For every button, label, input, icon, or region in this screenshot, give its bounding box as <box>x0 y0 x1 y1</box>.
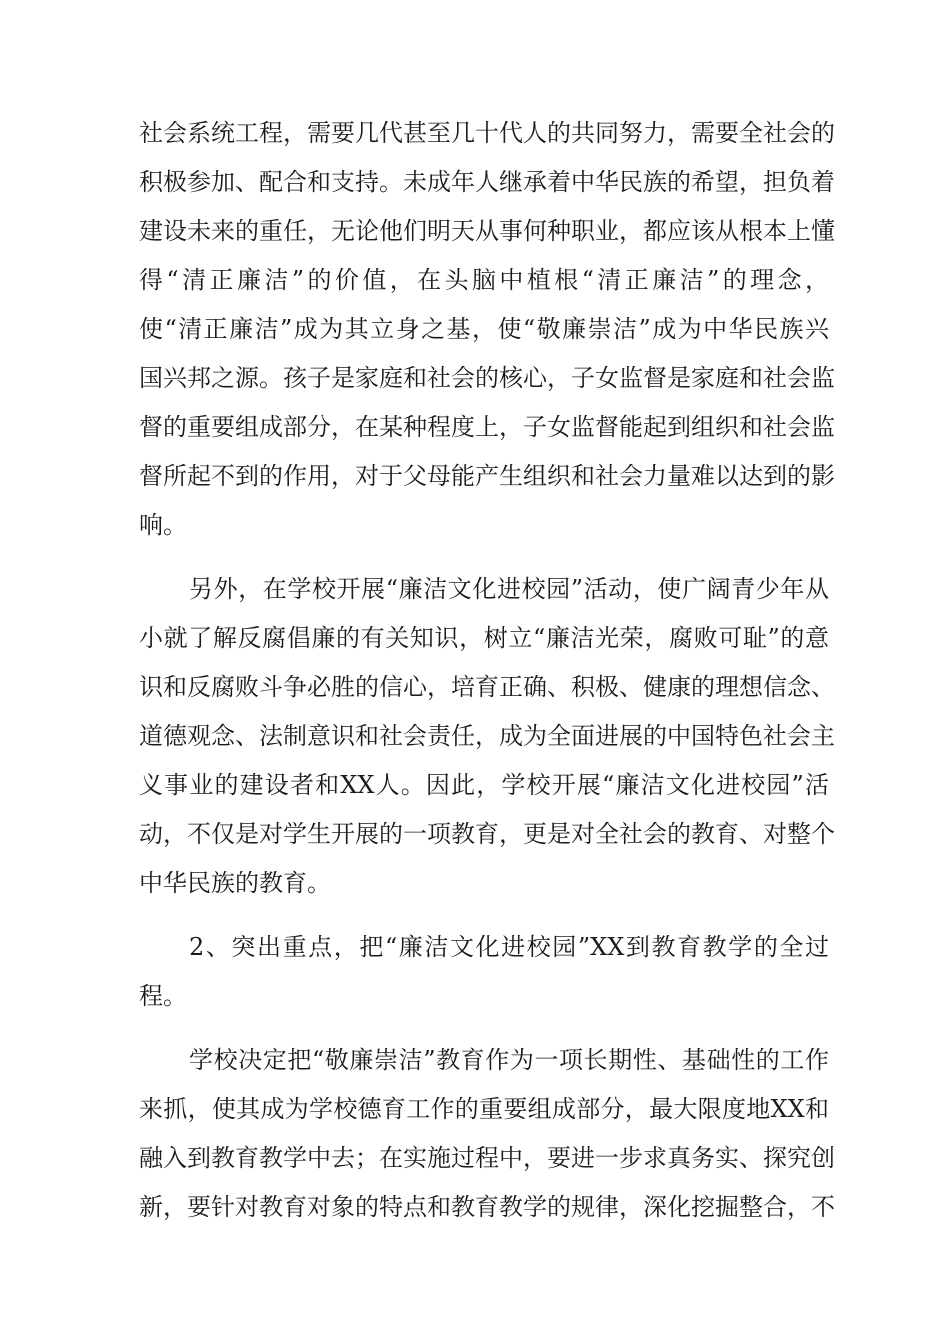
text-line: 积极参加、配合和支持。未成年人继承着中华民族的希望，担负着 <box>139 168 835 196</box>
text-line: 道德观念、法制意识和社会责任，成为全面进展的中国特色社会主 <box>139 722 835 750</box>
text-line: 督的重要组成部分，在某种程度上，子女监督能起到组织和社会监 <box>139 413 835 441</box>
section-heading-line: 程。 <box>139 982 187 1010</box>
text-line: 识和反腐败斗争必胜的信心，培育正确、积极、健康的理想信念、 <box>139 673 835 701</box>
paragraph-first-line: 学校决定把“敬廉崇洁”教育作为一项长期性、基础性的工作 <box>189 1046 829 1074</box>
text-line: 建设未来的重任，无论他们明天从事何种职业，都应该从根本上懂 <box>139 217 835 245</box>
text-line: 使“清正廉洁”成为其立身之基，使“敬廉崇洁”成为中华民族兴 <box>139 315 829 343</box>
text-line: 得“清正廉洁”的价值，在头脑中植根“清正廉洁”的理念， <box>139 266 829 294</box>
text-line: 新，要针对教育对象的特点和教育教学的规律，深化挖掘整合，不 <box>139 1193 835 1221</box>
text-line: 中华民族的教育。 <box>139 869 331 897</box>
paragraph-first-line: 另外，在学校开展“廉洁文化进校园”活动，使广阔青少年从 <box>189 575 829 603</box>
text-line: 融入到教育教学中去；在实施过程中，要进一步求真务实、探究创 <box>139 1144 835 1172</box>
text-line: 来抓，使其成为学校德育工作的重要组成部分，最大限度地XX和 <box>139 1095 829 1123</box>
text-line: 国兴邦之源。孩子是家庭和社会的核心，子女监督是家庭和社会监 <box>139 364 835 392</box>
section-heading-line: 2、突出重点，把“廉洁文化进校园”XX到教育教学的全过 <box>189 933 829 961</box>
text-line: 动，不仅是对学生开展的一项教育，更是对全社会的教育、对整个 <box>139 820 835 848</box>
text-line: 督所起不到的作用，对于父母能产生组织和社会力量难以达到的影 <box>139 462 835 490</box>
text-line: 社会系统工程，需要几代甚至几十代人的共同努力，需要全社会的 <box>139 119 835 147</box>
text-line: 义事业的建设者和XX人。因此，学校开展“廉洁文化进校园”活 <box>139 771 829 799</box>
text-line: 小就了解反腐倡廉的有关知识，树立“廉洁光荣，腐败可耻”的意 <box>139 624 829 652</box>
text-line: 响。 <box>139 511 187 539</box>
